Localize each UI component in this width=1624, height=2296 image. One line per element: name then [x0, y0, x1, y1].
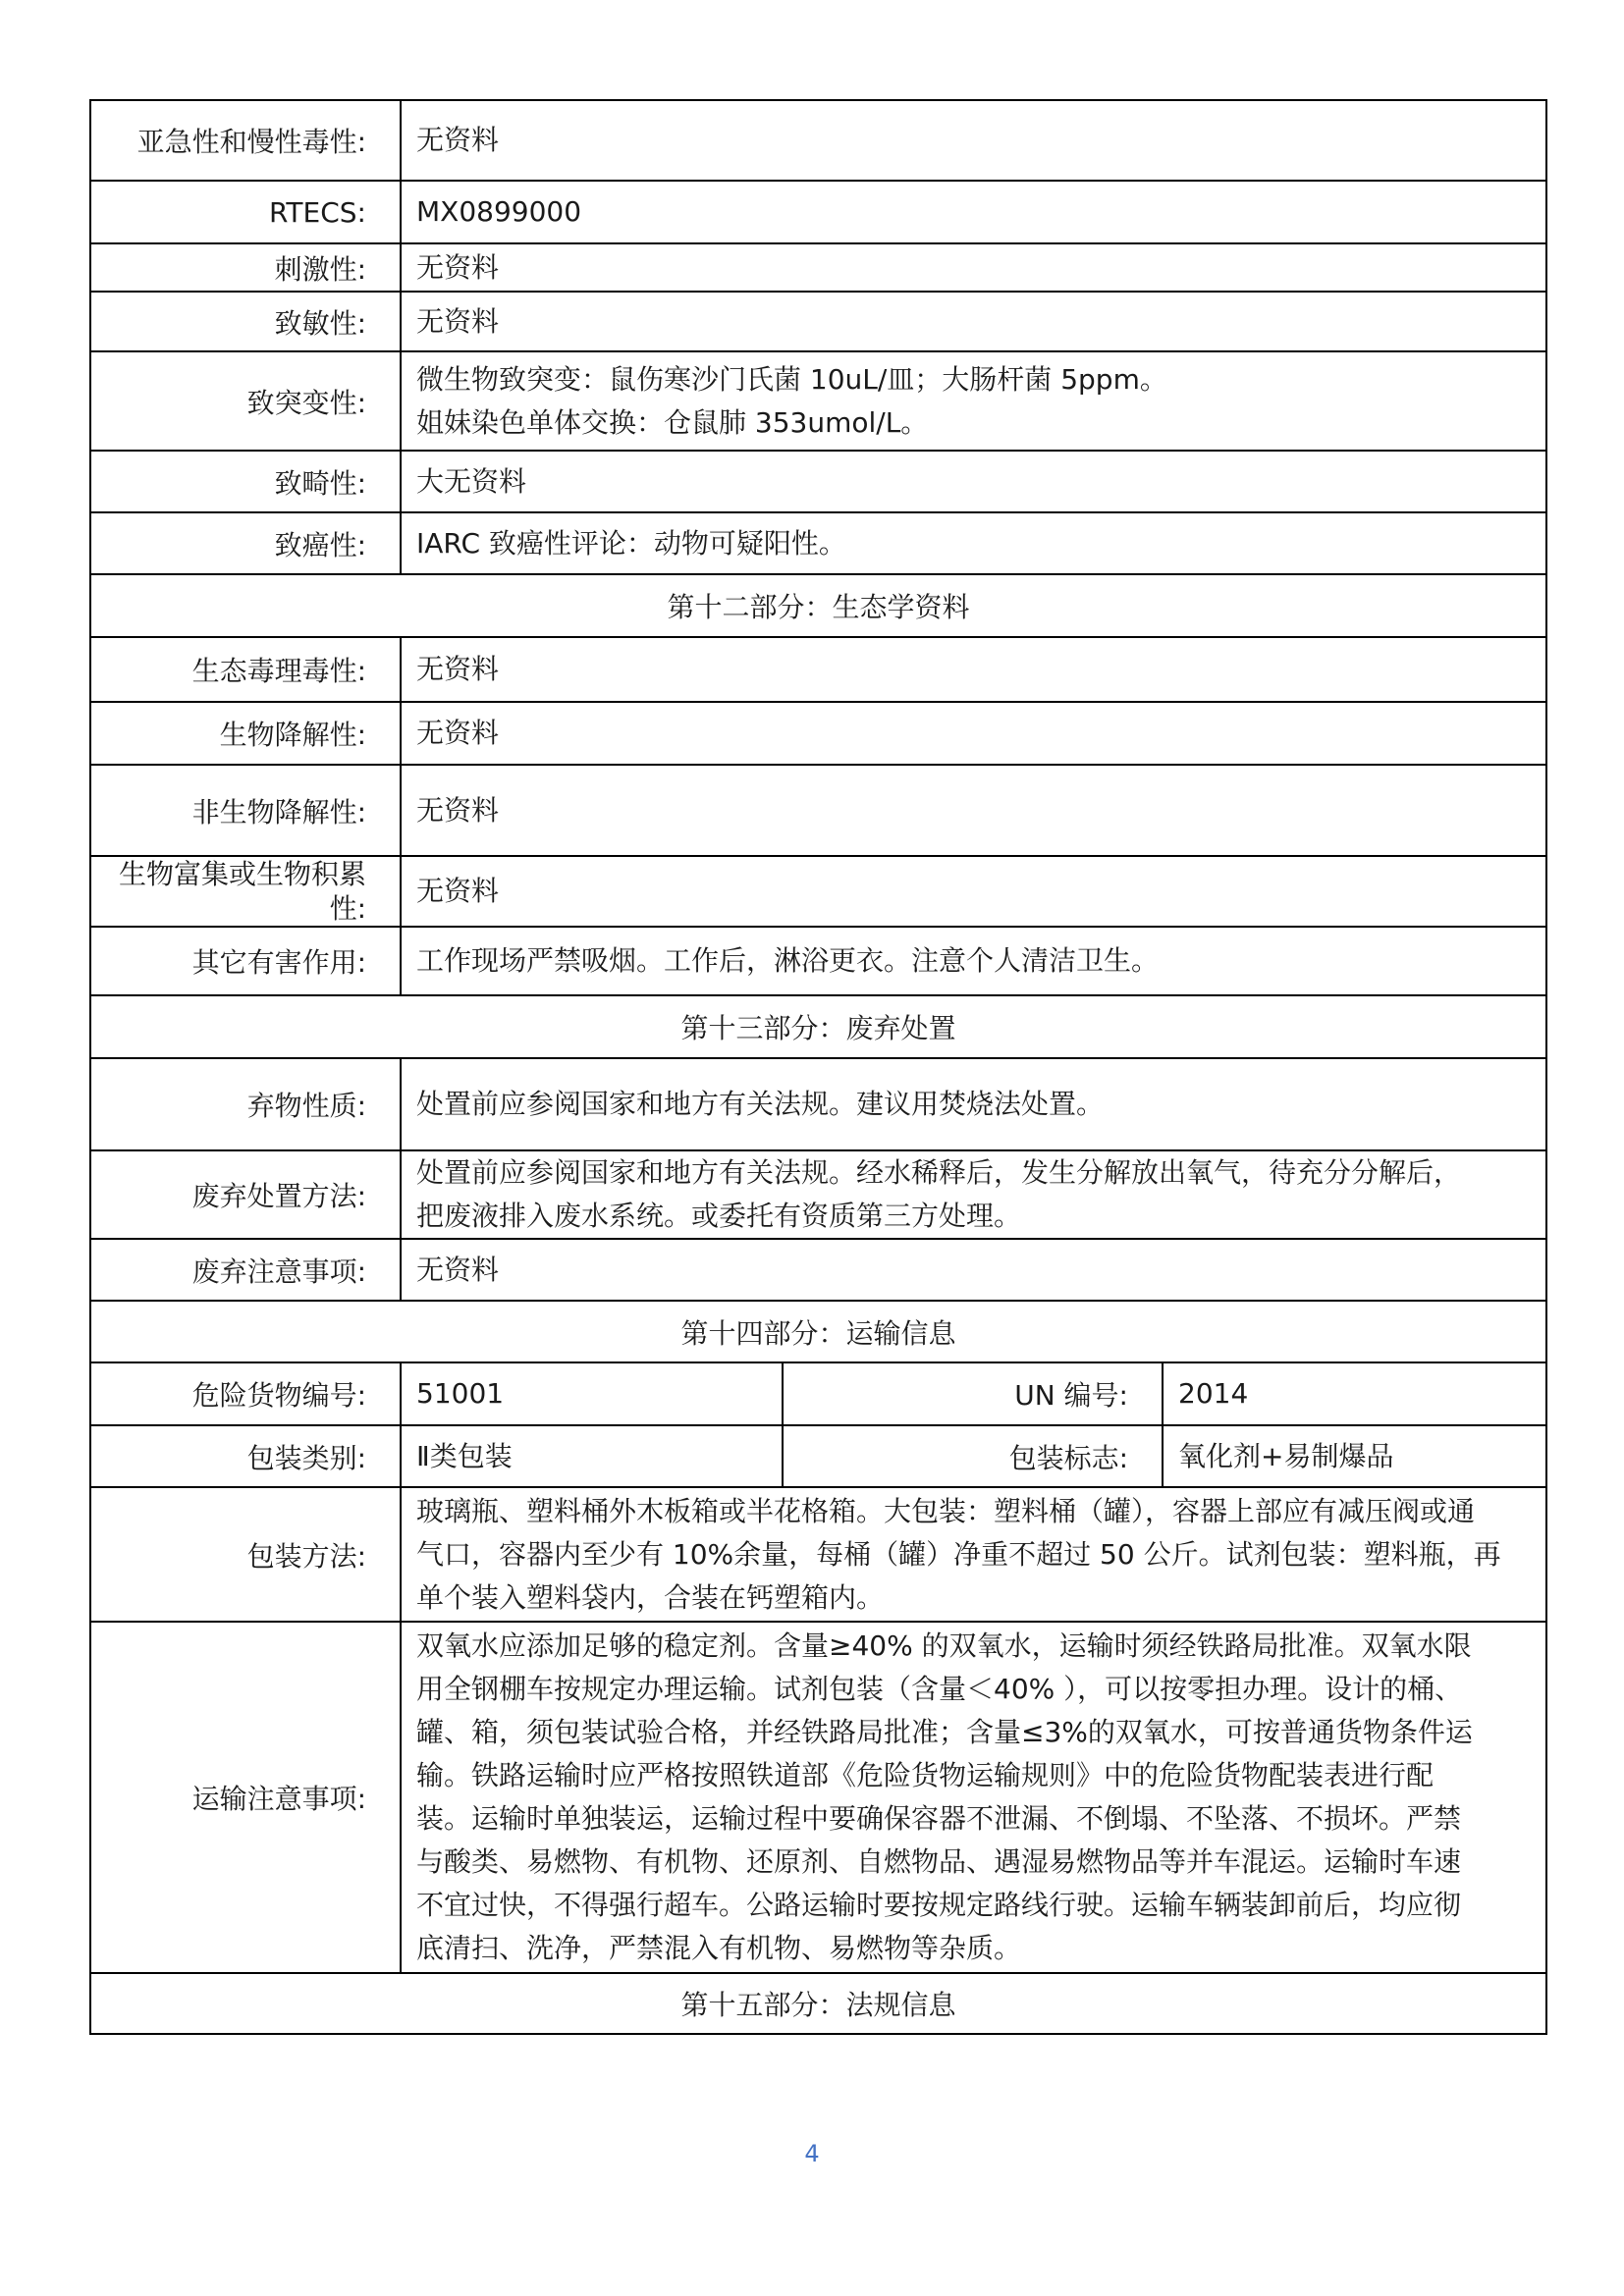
sds-table	[89, 99, 1547, 2035]
transport-notes-line: 底清扫、洗净，严禁混入有机物、易燃物等杂质。	[416, 1932, 1022, 1964]
transport-notes-line: 不宜过快，不得强行超车。公路运输时要按规定路线行驶。运输车辆装卸前后，均应彻	[416, 1889, 1462, 1921]
eco-toxicity-label: 生态毒理毒性:	[90, 637, 401, 702]
row-disposal-notes	[90, 1239, 1546, 1301]
section-14-title: 第十四部分：运输信息	[90, 1301, 1546, 1362]
row-teratogenicity	[90, 451, 1546, 512]
packing-group-label: 包装类别:	[90, 1425, 401, 1487]
rtecs-label: RTECS:	[90, 181, 401, 243]
transport-notes-label: 运输注意事项:	[90, 1622, 401, 1973]
section-12-title: 第十二部分：生态学资料	[90, 574, 1546, 637]
packing-method-label: 包装方法:	[90, 1487, 401, 1622]
rtecs-value: MX0899000	[401, 181, 1546, 243]
transport-notes-line: 用全钢棚车按规定办理运输。试剂包装（含量＜40% ），可以按零担办理。设计的桶、	[416, 1673, 1463, 1705]
page-number: 4	[804, 2140, 820, 2167]
waste-nature-value: 处置前应参阅国家和地方有关法规。建议用焚烧法处置。	[401, 1058, 1546, 1150]
carcinogenicity-value: IARC 致癌性评论：动物可疑阳性。	[401, 512, 1546, 574]
section-15-header-row	[90, 1973, 1546, 2034]
bioaccumulation-label: 生物富集或生物积累性:	[90, 856, 401, 927]
row-disposal-method	[90, 1150, 1546, 1239]
non-biodegradability-value: 无资料	[401, 765, 1546, 856]
teratogenicity-label: 致畸性:	[90, 451, 401, 512]
row-packing-method	[90, 1487, 1546, 1622]
row-irritation	[90, 243, 1546, 292]
row-biodegradability	[90, 702, 1546, 765]
packing-group-value: Ⅱ类包装	[401, 1425, 783, 1487]
row-carcinogenicity	[90, 512, 1546, 574]
disposal-notes-value: 无资料	[401, 1239, 1546, 1301]
row-eco-toxicity	[90, 637, 1546, 702]
sensitization-label: 致敏性:	[90, 292, 401, 351]
row-waste-nature	[90, 1058, 1546, 1150]
disposal-method-value	[401, 1150, 1546, 1239]
transport-notes-value	[401, 1622, 1546, 1973]
dg-number-label: 危险货物编号:	[90, 1362, 401, 1425]
packing-mark-label: 包装标志:	[783, 1425, 1163, 1487]
biodegradability-value: 无资料	[401, 702, 1546, 765]
disposal-method-line: 处置前应参阅国家和地方有关法规。经水稀释后，发生分解放出氧气，待充分分解后，	[416, 1156, 1462, 1189]
disposal-method-line: 把废液排入废水系统。或委托有资质第三方处理。	[416, 1200, 1022, 1232]
row-other-hazards	[90, 927, 1546, 995]
section-12-header-row	[90, 574, 1546, 637]
packing-method-line: 玻璃瓶、塑料桶外木板箱或半花格箱。大包装：塑料桶（罐），容器上部应有减压阀或通	[416, 1494, 1476, 1527]
section-13-header-row	[90, 995, 1546, 1058]
row-acute-chronic-toxicity	[90, 100, 1546, 181]
waste-nature-label: 弃物性质:	[90, 1058, 401, 1150]
transport-notes-line: 与酸类、易燃物、有机物、还原剂、自燃物品、遇湿易燃物品等并车混运。运输时车速	[416, 1845, 1462, 1878]
mutagenicity-value	[401, 351, 1546, 451]
row-sensitization	[90, 292, 1546, 351]
packing-mark-value: 氧化剂+易制爆品	[1163, 1425, 1546, 1487]
section-15-title: 第十五部分：法规信息	[90, 1973, 1546, 2034]
section-13-title: 第十三部分：废弃处置	[90, 995, 1546, 1058]
row-rtecs	[90, 181, 1546, 243]
acute-chronic-toxicity-value: 无资料	[401, 100, 1546, 181]
dg-number-value: 51001	[401, 1362, 783, 1425]
irritation-label: 刺激性:	[90, 243, 401, 292]
other-hazards-label: 其它有害作用:	[90, 927, 401, 995]
disposal-method-label: 废弃处置方法:	[90, 1150, 401, 1239]
row-bioaccumulation	[90, 856, 1546, 927]
packing-method-line: 单个装入塑料袋内，合装在钙塑箱内。	[416, 1580, 885, 1614]
row-packing-group-mark	[90, 1425, 1546, 1487]
transport-notes-line: 装。运输时单独装运，运输过程中要确保容器不泄漏、不倒塌、不坠落、不损坏。严禁	[416, 1802, 1462, 1835]
mutagenicity-line: 姐妹染色单体交换：仓鼠肺 353umol/L。	[416, 405, 929, 439]
disposal-notes-label: 废弃注意事项:	[90, 1239, 401, 1301]
non-biodegradability-label: 非生物降解性:	[90, 765, 401, 856]
teratogenicity-value: 大无资料	[401, 451, 1546, 512]
section-14-header-row	[90, 1301, 1546, 1362]
transport-notes-line: 罐、箱，须包装试验合格，并经铁路局批准；含量≤3%的双氧水，可按普通货物条件运	[416, 1716, 1473, 1748]
transport-notes-line: 双氧水应添加足够的稳定剂。含量≥40% 的双氧水，运输时须经铁路局批准。双氧水限	[416, 1629, 1472, 1662]
packing-method-value	[401, 1487, 1546, 1622]
packing-method-line: 气口，容器内至少有 10%余量，每桶（罐）净重不超过 50 公斤。试剂包装：塑料瓶，再	[416, 1537, 1501, 1571]
other-hazards-value: 工作现场严禁吸烟。工作后，淋浴更衣。注意个人清洁卫生。	[401, 927, 1546, 995]
mutagenicity-line: 微生物致突变：鼠伤寒沙门氏菌 10uL/皿；大肠杆菌 5ppm。	[416, 362, 1167, 396]
row-dg-un-number	[90, 1362, 1546, 1425]
sensitization-value: 无资料	[401, 292, 1546, 351]
bioaccumulation-value: 无资料	[401, 856, 1546, 927]
irritation-value: 无资料	[401, 243, 1546, 292]
biodegradability-label: 生物降解性:	[90, 702, 401, 765]
row-mutagenicity	[90, 351, 1546, 451]
row-non-biodegradability	[90, 765, 1546, 856]
un-number-value: 2014	[1163, 1362, 1546, 1425]
acute-chronic-toxicity-label: 亚急性和慢性毒性:	[90, 100, 401, 181]
un-number-label: UN 编号:	[783, 1362, 1163, 1425]
mutagenicity-label: 致突变性:	[90, 351, 401, 451]
transport-notes-line: 输。铁路运输时应严格按照铁道部《危险货物运输规则》中的危险货物配装表进行配	[416, 1759, 1435, 1791]
row-transport-notes	[90, 1622, 1546, 1973]
carcinogenicity-label: 致癌性:	[90, 512, 401, 574]
eco-toxicity-value: 无资料	[401, 637, 1546, 702]
